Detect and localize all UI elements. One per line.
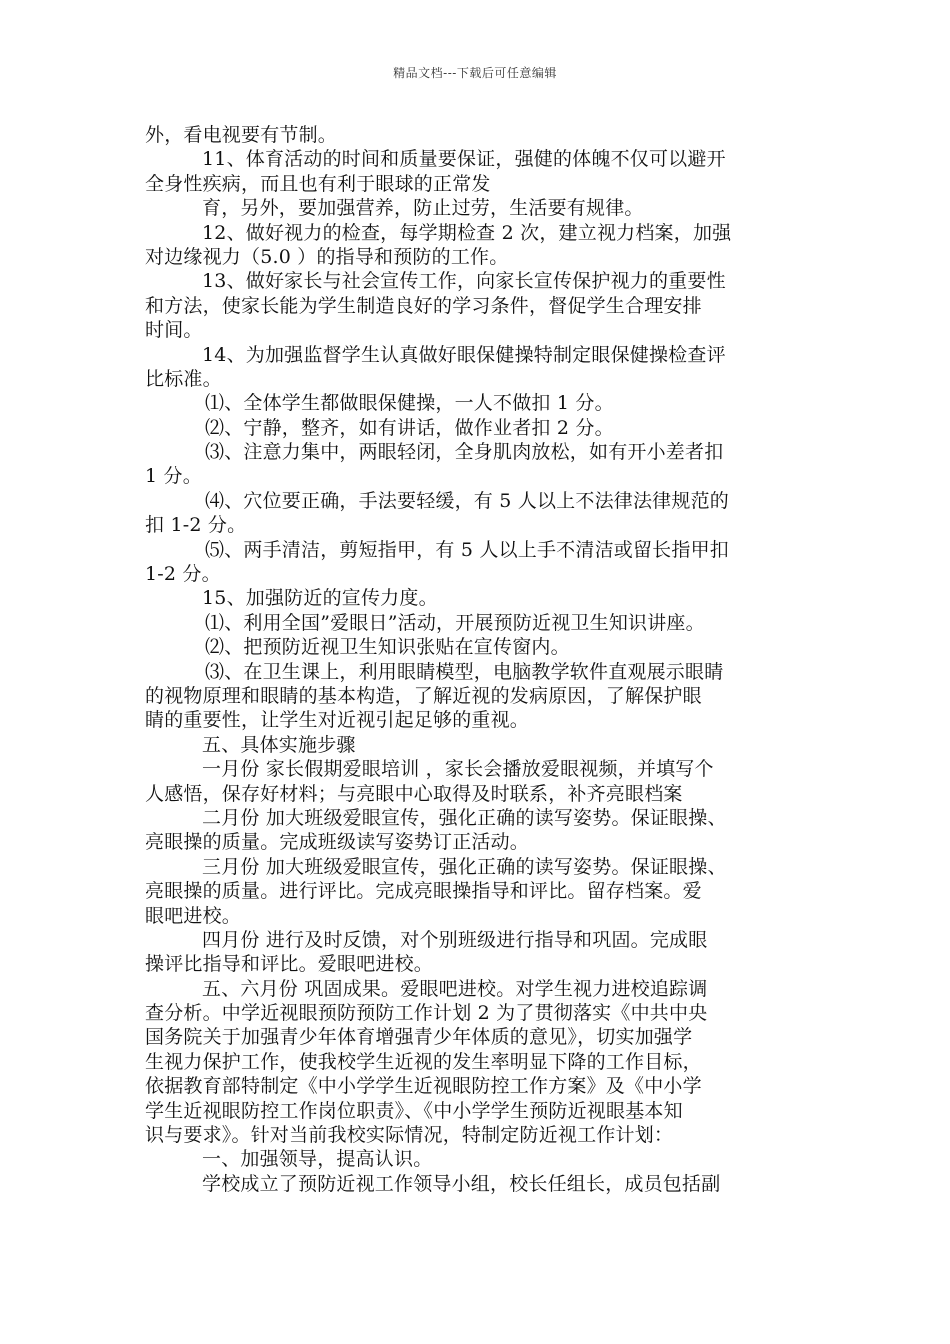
section-heading: 五、具体实施步骤 — [202, 733, 356, 756]
text-line: 1 分。 — [145, 465, 202, 488]
text-line: 睛的重要性，让学生对近视引起足够的重视。 — [145, 709, 530, 732]
text-line: ⑶、在卫生课上，利用眼睛模型，电脑教学软件直观展示眼睛 — [205, 660, 724, 683]
text-line: 14、为加强监督学生认真做好眼保健操特制定眼保健操检查评 — [202, 343, 726, 366]
text-line: 12、做好视力的检查，每学期检查 2 次，建立视力档案，加强 — [202, 221, 732, 244]
text-line: 操评比指导和评比。爱眼吧进校。 — [145, 953, 434, 976]
text-line: 扣 1-2 分。 — [145, 514, 247, 537]
text-line: 比标准。 — [145, 367, 222, 390]
text-line: 学生近视眼防控工作岗位职责》、《中小学学生预防近视眼基本知 — [145, 1099, 683, 1122]
text-line: ⑷、穴位要正确，手法要轻缓，有 5 人以上不法律法律规范的 — [205, 489, 729, 512]
text-line: 五、六月份 巩固成果。爱眼吧进校。对学生视力进校追踪调 — [202, 977, 708, 1000]
text-line: 亮眼操的质量。完成班级读写姿势订正活动。 — [145, 831, 530, 854]
text-line: 对边缘视力（5.0 ）的指导和预防的工作。 — [145, 245, 509, 268]
page-header: 精品文档---下载后可任意编辑 — [393, 66, 557, 80]
text-line: 1-2 分。 — [145, 563, 221, 586]
text-line: 一月份 家长假期爱眼培训 ，家长会播放爱眼视频，并填写个 — [202, 758, 714, 781]
text-line: 11、体育活动的时间和质量要保证，强健的体魄不仅可以避开 — [202, 148, 726, 171]
text-line: 三月份 加大班级爱眼宣传，强化正确的读写姿势。保证眼操、 — [202, 855, 727, 878]
text-line: 二月份 加大班级爱眼宣传，强化正确的读写姿势。保证眼操、 — [202, 806, 727, 829]
text-line: 13、做好家长与社会宣传工作，向家长宣传保护视力的重要性 — [202, 270, 726, 293]
text-line: ⑸、两手清洁，剪短指甲，有 5 人以上手不清洁或留长指甲扣 — [205, 538, 729, 561]
text-line: 15、加强防近的宣传力度。 — [202, 587, 438, 610]
text-line: 依据教育部特制定《中小学学生近视眼防控工作方案》及《中小学 — [145, 1075, 702, 1098]
text-line: ⑶、注意力集中，两眼轻闭，全身肌肉放松，如有开小差者扣 — [205, 441, 724, 464]
text-line: ⑴、利用全国”爱眼日”活动，开展预防近视卫生知识讲座。 — [205, 611, 705, 634]
text-line: ⑵、把预防近视卫生知识张贴在宣传窗内。 — [205, 636, 570, 659]
text-line: 育，另外，要加强营养，防止过劳，生活要有规律。 — [202, 197, 644, 220]
text-line: 眼吧进校。 — [145, 904, 242, 927]
text-line: 亮眼操的质量。进行评比。完成亮眼操指导和评比。留存档案。爱 — [145, 880, 702, 903]
text-line: 的视物原理和眼睛的基本构造，了解近视的发病原因，了解保护眼 — [145, 684, 702, 707]
text-line: 人感悟，保存好材料；与亮眼中心取得及时联系，补齐亮眼档案 — [145, 782, 683, 805]
text-line: ⑵、宁静，整齐，如有讲话，做作业者扣 2 分。 — [205, 416, 614, 439]
text-line: 时间。 — [145, 319, 203, 342]
text-line: ⑴、全体学生都做眼保健操，一人不做扣 1 分。 — [205, 392, 614, 415]
text-line: 查分析。中学近视眼预防预防工作计划 2 为了贯彻落实《中共中央 — [145, 1002, 708, 1025]
text-line: 全身性疾病，而且也有利于眼球的正常发 — [145, 172, 491, 195]
text-line: 国务院关于加强青少年体育增强青少年体质的意见》，切实加强学 — [145, 1026, 693, 1049]
text-line: 生视力保护工作，使我校学生近视的发生率明显下降的工作目标， — [145, 1050, 702, 1073]
text-line: 和方法，使家长能为学生制造良好的学习条件，督促学生合理安排 — [145, 294, 702, 317]
text-line: 四月份 进行及时反馈，对个别班级进行指导和巩固。完成眼 — [202, 928, 708, 951]
text-line: 学校成立了预防近视工作领导小组，校长任组长，成员包括副 — [202, 1172, 721, 1195]
document-body — [145, 123, 810, 1196]
text-line: 外，看电视要有节制。 — [145, 124, 338, 146]
text-line: 识与要求》。针对当前我校实际情况，特制定防近视工作计划： — [145, 1124, 674, 1147]
section-heading: 一、加强领导，提高认识。 — [202, 1148, 433, 1171]
